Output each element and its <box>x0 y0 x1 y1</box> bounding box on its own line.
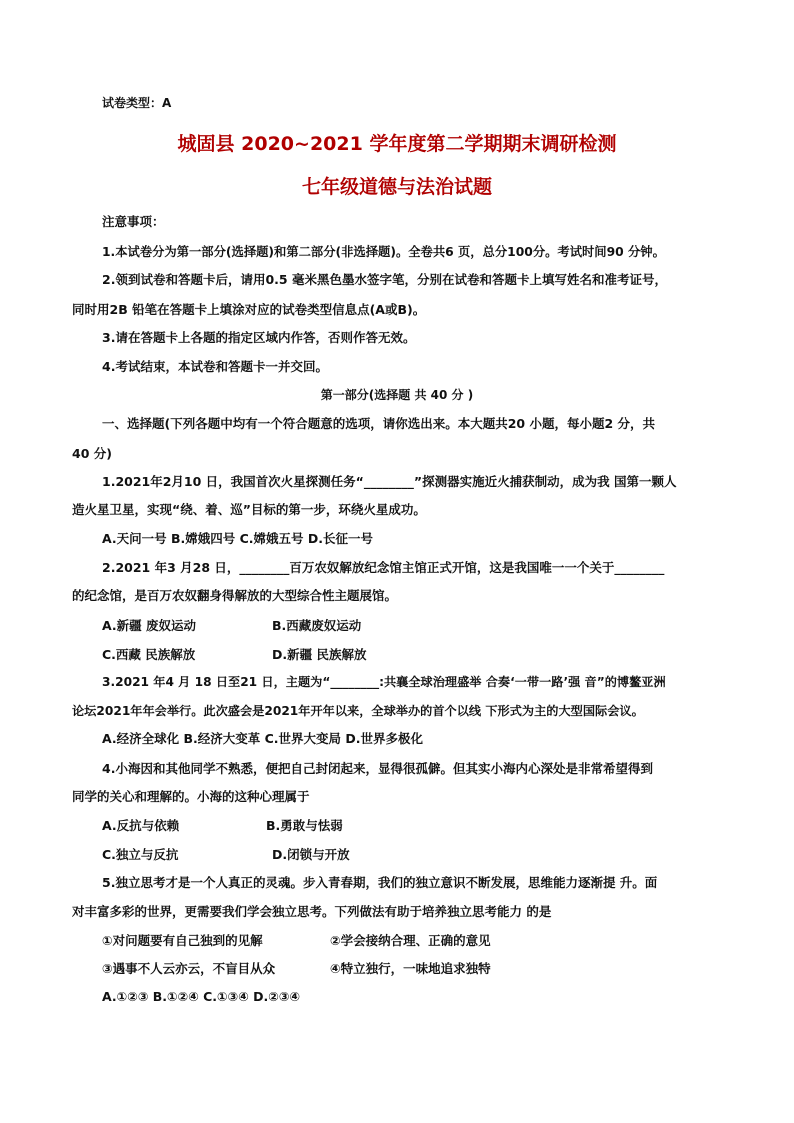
question-3-line-2: 论坛2021年年会举行。此次盛会是2021年开年以来，全球举办的首个以线 下形式为主的大型国际会议。 <box>72 704 644 718</box>
paper-type-label: 试卷类型：A <box>102 96 172 110</box>
notice-item-2-line-1: 2.领到试卷和答题卡后，请用0.5 毫米黑色墨水签字笔，分别在试卷和答题卡上填写姓名和准考证号， <box>102 272 667 287</box>
question-3-line-1: 3.2021 年4 月 18 日至21 日，主题为“________:共襄全球治理盛举 合奏‘一带一路’强 音”的博鳌亚洲 <box>102 675 666 689</box>
question-1-line-2: 造火星卫星，实现“绕、着、巡”目标的第一步，环绕火星成功。 <box>72 502 426 517</box>
question-5-line-1: 5.独立思考才是一个人真正的灵魂。步入青春期，我们的独立意识不断发展，思维能力逐渐提 升。面 <box>102 875 658 890</box>
notice-item-2-line-2: 同时用2B 铅笔在答题卡上填涂对应的试卷类型信息点(A或B)。 <box>72 302 426 317</box>
question-2-option-a: A.新疆 废奴运动 <box>102 618 197 633</box>
question-3-options: A.经济全球化 B.经济大变革 C.世界大变局 D.世界多极化 <box>102 731 424 746</box>
section-instruction-line-2: 40 分) <box>72 446 112 461</box>
exam-subtitle: 七年级道德与法治试题 <box>301 176 492 198</box>
notice-heading: 注意事项： <box>102 214 165 229</box>
notice-item-4: 4.考试结束，本试卷和答题卡一并交回。 <box>102 359 328 374</box>
exam-title: 城固县 2020~2021 学年度第二学期期末调研检测 <box>177 133 617 155</box>
question-5-item-1: ①对问题要有自己独到的见解 <box>102 933 263 948</box>
question-2-option-c: C.西藏 民族解放 <box>102 647 196 662</box>
question-5-item-3: ③遇事不人云亦云，不盲目从众 <box>102 961 276 976</box>
notice-item-3: 3.请在答题卡上各题的指定区域内作答，否则作答无效。 <box>102 330 416 345</box>
section-instruction-line-1: 一、选择题(下列各题中均有一个符合题意的选项，请你选出来。本大题共20 小题，每小题2 分，共 <box>102 416 656 431</box>
question-4-option-b: B.勇敢与怯弱 <box>266 818 343 833</box>
question-4-option-a: A.反抗与依赖 <box>102 818 180 833</box>
question-5-item-2: ②学会接纳合理、正确的意见 <box>330 933 491 948</box>
notice-item-1: 1.本试卷分为第一部分(选择题)和第二部分(非选择题)。全卷共6 页，总分100分。考试时间90 分钟。 <box>102 245 665 259</box>
question-2-line-2: 的纪念馆，是百万农奴翻身得解放的大型综合性主题展馆。 <box>72 588 398 603</box>
question-1-line-1: 1.2021年2月10 日，我国首次火星探测任务“________”探测器实施近火捕获制动，成为我 国第一颗人 <box>102 474 677 489</box>
question-5-options: A.①②③ B.①②④ C.①③④ D.②③④ <box>102 989 301 1004</box>
question-4-line-2: 同学的关心和理解的。小海的这种心理属于 <box>72 789 310 804</box>
question-2-option-d: D.新疆 民族解放 <box>272 647 367 662</box>
question-2-line-1: 2.2021 年3 月28 日，________百万农奴解放纪念馆主馆正式开馆，这是我国唯一一个关于________ <box>102 560 665 575</box>
question-4-option-d: D.闭锁与开放 <box>272 847 350 862</box>
question-4-line-1: 4.小海因和其他同学不熟悉，便把自己封闭起来，显得很孤僻。但其实小海内心深处是非常希望得到 <box>102 761 653 776</box>
question-5-line-2: 对丰富多彩的世界，更需要我们学会独立思考。下列做法有助于培养独立思考能力 的是 <box>72 904 552 919</box>
question-4-option-c: C.独立与反抗 <box>102 847 179 862</box>
question-1-options: A.天问一号 B.嫦娥四号 C.嫦娥五号 D.长征一号 <box>102 531 374 546</box>
part-one-heading: 第一部分(选择题 共 40 分 ) <box>320 388 474 402</box>
question-2-option-b: B.西藏废奴运动 <box>272 618 362 633</box>
question-5-item-4: ④特立独行，一味地追求独特 <box>330 961 491 976</box>
